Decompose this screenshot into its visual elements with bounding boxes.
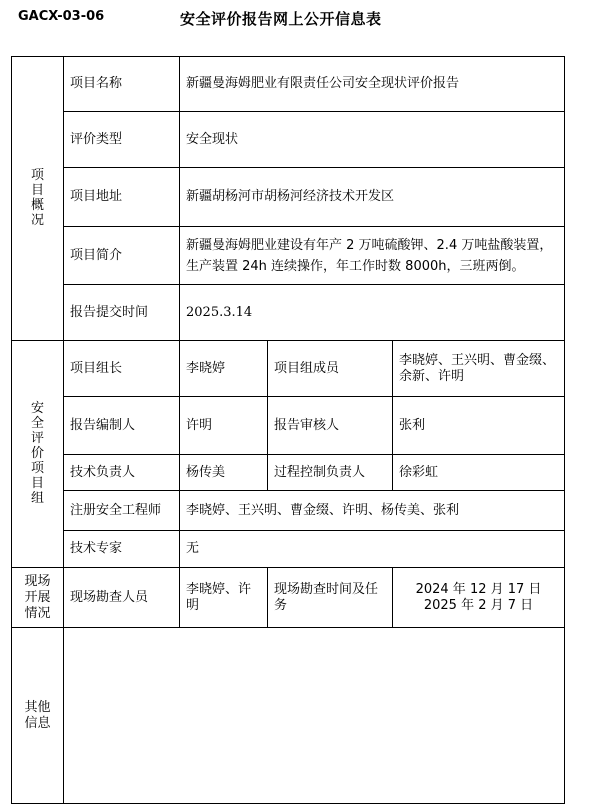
row-address: [12, 168, 565, 227]
value-process: 徐彩虹: [393, 455, 565, 491]
row-eval-type: [12, 112, 565, 168]
value-tech: 杨传美: [180, 455, 268, 491]
row-tech: [12, 455, 565, 491]
label-submit-time: 报告提交时间: [64, 285, 180, 341]
site-time-line-2: 2025 年 2 月 7 日: [423, 597, 534, 613]
label-site-time: 现场勘查时间及任务: [268, 568, 393, 628]
label-eval-type: 评价类型: [64, 112, 180, 168]
label-intro: 项目简介: [64, 227, 180, 285]
row-intro: [12, 227, 565, 285]
value-address: 新疆胡杨河市胡杨河经济技术开发区: [180, 168, 565, 227]
form-code: GACX-03-06: [18, 9, 105, 24]
value-writer: 许明: [180, 397, 268, 455]
row-engineers: [12, 491, 565, 531]
section-site: [12, 568, 64, 628]
value-site-time: [393, 568, 565, 628]
row-expert: [12, 531, 565, 568]
row-other: [12, 628, 565, 804]
value-site-staff: 李晓婷、许明: [180, 568, 268, 628]
value-submit-time: 2025.3.14: [180, 285, 565, 341]
page-title: 安全评价报告网上公开信息表: [180, 10, 382, 28]
section-other-label: 其他信息: [24, 699, 51, 731]
row-leader: [12, 341, 565, 397]
label-engineers: 注册安全工程师: [64, 491, 180, 531]
label-expert: 技术专家: [64, 531, 180, 568]
section-team-label: 安全评价项目组: [30, 401, 44, 506]
value-reviewer: 张利: [393, 397, 565, 455]
label-reviewer: 报告审核人: [268, 397, 393, 455]
value-eval-type: 安全现状: [180, 112, 565, 168]
label-site-staff: 现场勘查人员: [64, 568, 180, 628]
section-team: [12, 341, 64, 568]
row-submit-time: [12, 285, 565, 341]
label-members: 项目组成员: [268, 341, 393, 397]
label-address: 项目地址: [64, 168, 180, 227]
site-time-line-1: 2024 年 12 月 17 日: [415, 581, 542, 597]
info-table: [11, 56, 565, 804]
value-other: [64, 628, 565, 804]
value-expert: 无: [180, 531, 565, 568]
label-process: 过程控制负责人: [268, 455, 393, 491]
section-site-label: 现场开展情况: [24, 573, 51, 621]
value-members: 李晓婷、王兴明、曹金缀、余新、许明: [393, 341, 565, 397]
value-leader: 李晓婷: [180, 341, 268, 397]
label-writer: 报告编制人: [64, 397, 180, 455]
value-project-name: 新疆曼海姆肥业有限责任公司安全现状评价报告: [180, 57, 565, 112]
row-writer: [12, 397, 565, 455]
section-overview: [12, 57, 64, 341]
label-tech: 技术负责人: [64, 455, 180, 491]
section-other: [12, 628, 64, 804]
section-overview-label: 项目概况: [30, 168, 44, 228]
row-site: [12, 568, 565, 628]
value-engineers: 李晓婷、王兴明、曹金缀、许明、杨传美、张利: [180, 491, 565, 531]
label-project-name: 项目名称: [64, 57, 180, 112]
value-intro: 新疆曼海姆肥业建设有年产 2 万吨硫酸钾、2.4 万吨盐酸装置，生产装置 24h 连续操作，年工作时数 8000h，三班两倒。: [180, 227, 565, 285]
label-leader: 项目组长: [64, 341, 180, 397]
row-project-name: [12, 57, 565, 112]
